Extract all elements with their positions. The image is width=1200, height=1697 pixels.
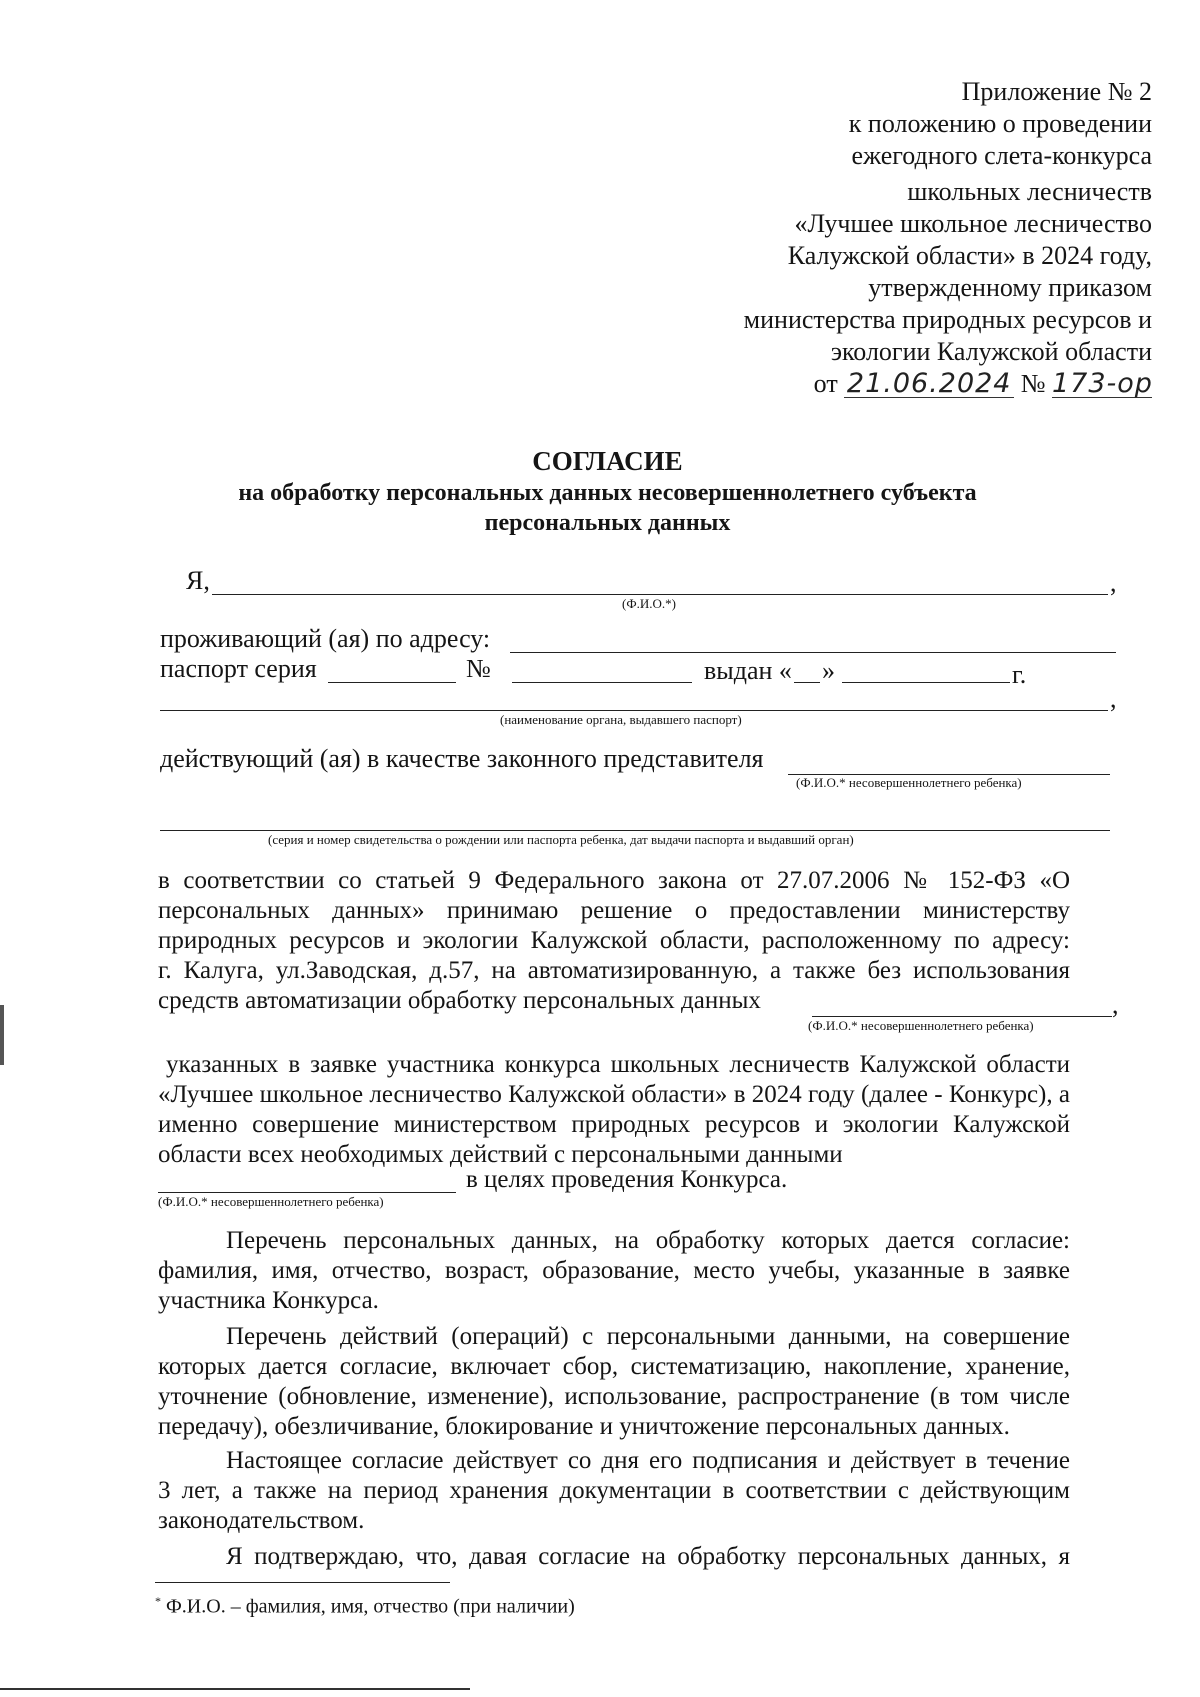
paragraph-line: г. Калуга, ул.Заводская, д.57, на автоматизированную, а также без использования (158, 957, 1070, 984)
document-title: СОГЛАСИЕ (532, 446, 683, 476)
scan-edge-mark (0, 1005, 4, 1065)
footnote-text: Ф.И.О. – фамилия, имя, отчество (при наличии) (166, 1595, 575, 1618)
birth-cert-blank-line[interactable] (160, 830, 1110, 831)
paragraph-line: персональных данных» принимаю решение о предоставлении министерству (158, 897, 1070, 924)
issuer-label: (наименование органа, выдавшего паспорт) (500, 712, 742, 727)
issued-date-blank[interactable] (842, 682, 1010, 683)
child-fio-label: (Ф.И.О.* несовершеннолетнего ребенка) (796, 775, 1022, 790)
document-subtitle (150, 478, 1065, 538)
number-prefix: № (1020, 369, 1046, 398)
issuer-blank-line[interactable] (160, 710, 1108, 711)
footnote-mark: * (155, 1594, 161, 1608)
paragraph-line: указанных в заявке участника конкурса школьных лесничеств Калужской области (166, 1051, 1070, 1078)
paragraph-line: Перечень действий (операций) с персональными данными, на совершение (226, 1323, 1070, 1350)
header-line: «Лучшее школьное лесничество (794, 209, 1152, 238)
paragraph-line: 3 лет, а также на период хранения документации в соответствии с действующим (158, 1477, 1070, 1504)
passport-series-blank[interactable] (328, 682, 456, 683)
paragraph-line: уточнение (обновление, изменение), использование, распространение (в том числе (158, 1383, 1070, 1410)
subtitle-line: персональных данных (484, 510, 731, 536)
paragraph-line: средств автоматизации обработку персональных данных (158, 987, 761, 1014)
paragraph-line: области всех необходимых действий с персональными данными (158, 1141, 843, 1168)
passport-series-label: паспорт серия (160, 654, 317, 683)
address-label: проживающий (ая) по адресу: (160, 624, 491, 653)
child-fio-blank[interactable] (812, 1016, 1112, 1017)
paragraph-line: передачу), обезличивание, блокирование и уничтожение персональных данных. (158, 1413, 1010, 1440)
paragraph-line: Настоящее согласие действует со дня его подписания и действует в течение (226, 1447, 1070, 1474)
header-line: ежегодного слета-конкурса (851, 141, 1152, 170)
handwritten-date: 21.06.2024 (844, 371, 1014, 398)
ya-label: Я, (186, 566, 210, 595)
header-line: министерства природных ресурсов и (743, 305, 1152, 334)
address-blank-line[interactable] (510, 652, 1116, 653)
footnote-separator (155, 1582, 450, 1583)
date-prefix: от (813, 369, 838, 398)
year-label: г. (1012, 660, 1027, 689)
subtitle-line: на обработку персональных данных несовершеннолетнего субъекта (238, 480, 977, 506)
appendix-header (744, 76, 1152, 400)
birth-cert-label: (серия и номер свидетельства о рождении или паспорта ребенка, дат выдачи паспорта и выдавший орган) (268, 832, 854, 847)
comma: , (1112, 990, 1119, 1019)
paragraph-line: «Лучшее школьное лесничество Калужской области» в 2024 году (далее - Конкурс), а (158, 1081, 1070, 1108)
paragraph-line: Перечень персональных данных, на обработку которых дается согласие: (226, 1227, 1070, 1254)
header-line: школьных лесничеств (907, 177, 1152, 206)
comma: , (1110, 568, 1117, 597)
paragraph-line: Я подтверждаю, что, давая согласие на обработку персональных данных, я (226, 1543, 1070, 1570)
passport-number-blank[interactable] (512, 682, 692, 683)
paragraph-line: именно совершение министерством природных ресурсов и экологии Калужской (158, 1111, 1070, 1138)
paragraph-tail: в целях проведения Конкурса. (466, 1166, 788, 1193)
paragraph-line: в соответствии со статьей 9 Федерального закона от 27.07.2006 № 152-ФЗ «О (158, 867, 1070, 894)
issued-label: выдан « (704, 656, 792, 685)
comma: , (1110, 684, 1117, 713)
paragraph-line: фамилия, имя, отчество, возраст, образование, место учебы, указанные в заявке (158, 1257, 1070, 1284)
fio-label: (Ф.И.О.*) (622, 596, 676, 611)
scan-edge-line (0, 1688, 470, 1690)
paragraph-line: участника Конкурса. (158, 1287, 379, 1314)
fio-blank-line[interactable] (212, 594, 1108, 595)
child-fio-label: (Ф.И.О.* несовершеннолетнего ребенка) (808, 1018, 1034, 1033)
child-fio-blank[interactable] (158, 1192, 456, 1193)
passport-number-label: № (466, 654, 491, 683)
paragraph-line: которых дается согласие, включает сбор, систематизацию, накопление, хранение, (158, 1353, 1070, 1380)
header-line: к положению о проведении (848, 109, 1152, 138)
footnote (155, 1594, 575, 1619)
acting-label: действующий (ая) в качестве законного представителя (160, 744, 764, 773)
paragraph-line: природных ресурсов и экологии Калужской области, расположенному по адресу: (158, 927, 1070, 954)
header-line: утвержденному приказом (868, 273, 1152, 302)
header-line: Калужской области» в 2024 году, (787, 241, 1152, 270)
order-date-line (744, 368, 1152, 400)
issued-close-quote: » (822, 656, 835, 685)
child-fio-label: (Ф.И.О.* несовершеннолетнего ребенка) (158, 1194, 384, 1209)
handwritten-number: 173-ор (1052, 368, 1153, 399)
issued-day-blank[interactable] (794, 682, 820, 683)
paragraph-line: законодательством. (158, 1507, 365, 1534)
header-line: экологии Калужской области (830, 337, 1152, 366)
header-line: Приложение № 2 (961, 77, 1152, 106)
